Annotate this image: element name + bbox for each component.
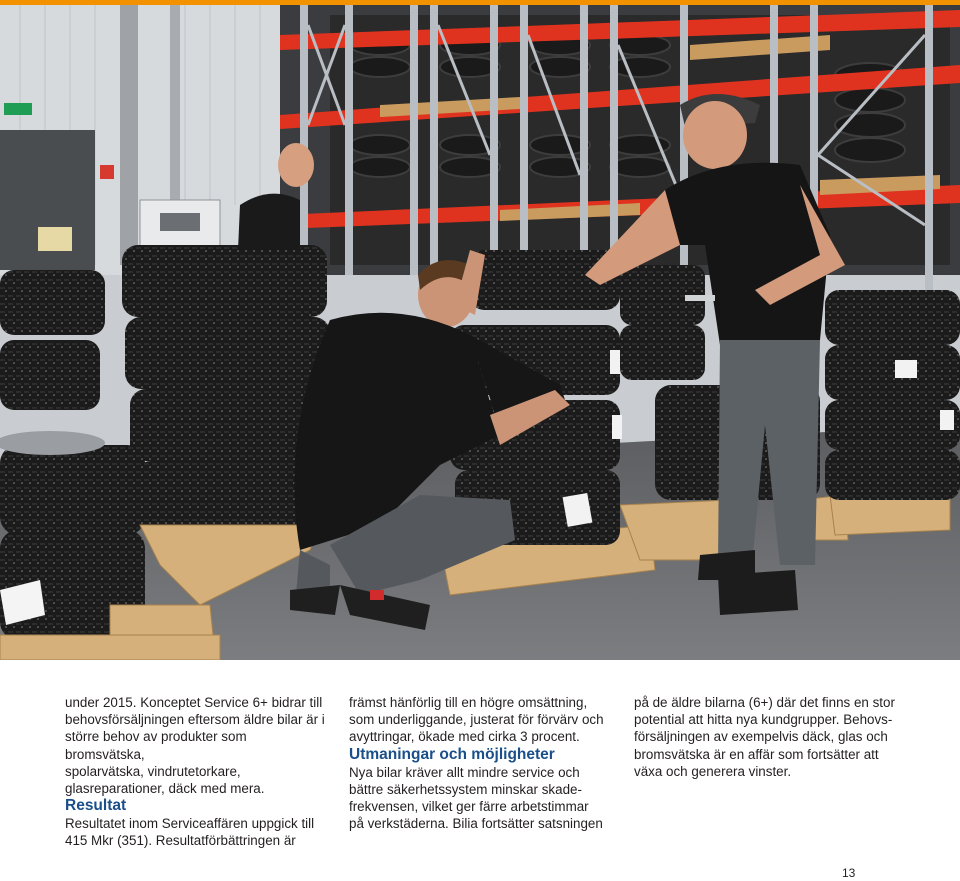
column3-line-2: potential att hitta nya kundgrupper. Behovs-	[634, 712, 893, 728]
column1-line-4: spolarvätska, vindrutetorkare,	[65, 763, 241, 779]
column1-after-line-2: 415 Mkr (351). Resultatförbättringen är	[65, 833, 296, 849]
tire-warehouse-photo	[0, 5, 960, 660]
column2-line-2: som underliggande, justerat för förvärv och	[349, 712, 604, 728]
column3-line-5: växa och generera vinster.	[634, 763, 792, 779]
text-column-3	[634, 694, 896, 780]
column1-line-2: behovsförsäljningen eftersom äldre bilar är i	[65, 712, 325, 728]
column2-after-line-1: Nya bilar kräver allt mindre service och	[349, 764, 580, 780]
column3-line-3: försäljningen av exempelvis däck, glas och	[634, 729, 888, 745]
text-column-1	[65, 694, 327, 850]
column1-line-3: större behov av produkter som bromsvätska,	[65, 729, 247, 762]
heading-resultat: Resultat	[65, 797, 127, 815]
column1-after-line-1: Resultatet inom Serviceaffären uppgick till	[65, 816, 315, 832]
page-number: 13	[842, 866, 856, 880]
column3-line-4: bromsvätska är en affär som fortsätter att	[634, 746, 879, 762]
column1-line-1: under 2015. Konceptet Service 6+ bidrar till	[65, 695, 323, 710]
column3-line-1: på de äldre bilarna (6+) där det finns en stor	[634, 695, 895, 710]
column2-after-line-2: bättre säkerhetssystem minskar skade-	[349, 781, 582, 797]
column2-line-1: främst hänförlig till en högre omsättning,	[349, 695, 588, 710]
text-column-2	[349, 694, 611, 832]
column2-after-line-4: på verkstäderna. Bilia fortsätter satsningen	[349, 816, 603, 832]
column1-line-5: glasreparationer, däck med mera.	[65, 781, 265, 797]
column2-line-3: avyttringar, ökade med cirka 3 procent.	[349, 729, 580, 745]
column2-after-line-3: frekvensen, vilket ger färre arbetstimmar	[349, 799, 589, 815]
heading-utmaningar: Utmaningar och möjligheter	[349, 745, 555, 763]
